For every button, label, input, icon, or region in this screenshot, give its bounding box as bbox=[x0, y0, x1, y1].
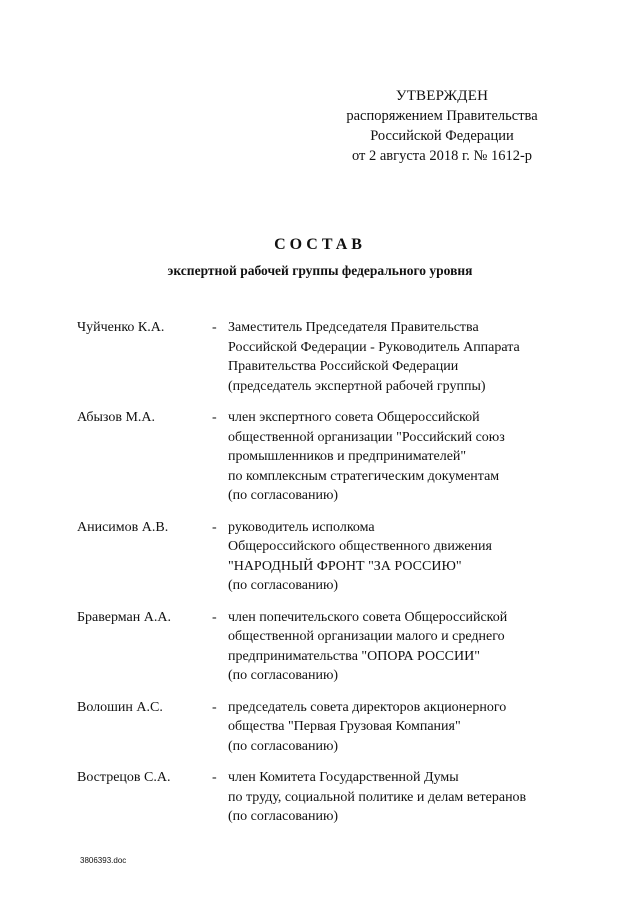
member-position-line: "НАРОДНЫЙ ФРОНТ "ЗА РОССИЮ" bbox=[228, 558, 462, 574]
approval-line: распоряжением Правительства bbox=[346, 108, 538, 124]
member-position bbox=[228, 408, 577, 506]
member-position-line: (по согласованию) bbox=[228, 809, 339, 824]
member-position-line: промышленников и предпринимателей" bbox=[228, 449, 467, 464]
member-position-line: Правительства Российской Федерации bbox=[228, 359, 459, 374]
member-row bbox=[77, 608, 577, 686]
member-name: Браверман А.А. bbox=[77, 609, 171, 625]
member-position bbox=[228, 608, 577, 686]
member-position-line: (по согласованию) bbox=[228, 668, 339, 683]
member-position bbox=[228, 698, 577, 757]
member-name: Абызов М.А. bbox=[77, 410, 156, 425]
members-list bbox=[77, 318, 577, 839]
member-name: Вострецов С.А. bbox=[77, 770, 171, 785]
member-position-line: общества "Первая Грузовая Компания" bbox=[228, 719, 461, 734]
member-row bbox=[77, 318, 577, 396]
member-name: Анисимов А.В. bbox=[77, 519, 169, 535]
document-id: 3806393.doc bbox=[80, 856, 127, 865]
member-dash: - bbox=[212, 519, 217, 535]
member-position-line: член попечительского совета Общероссийской bbox=[228, 609, 508, 625]
member-name: Волошин А.С. bbox=[77, 699, 163, 715]
document-subtitle: экспертной рабочей группы федерального уровня bbox=[167, 263, 473, 278]
member-row bbox=[77, 408, 577, 506]
member-position-line: Общероссийского общественного движения bbox=[228, 539, 492, 554]
document-title: СОСТАВ bbox=[274, 236, 366, 253]
approval-heading: УТВЕРЖДЕН bbox=[395, 88, 489, 104]
approval-block bbox=[332, 86, 552, 166]
member-position-line: член экспертного совета Общероссийской bbox=[228, 410, 480, 425]
member-position-line: (по согласованию) bbox=[228, 738, 339, 754]
member-dash: - bbox=[212, 410, 217, 425]
member-row bbox=[77, 698, 577, 757]
member-position-line: Российской Федерации - Руководитель Аппарата bbox=[228, 339, 520, 355]
member-row bbox=[77, 518, 577, 596]
member-position-line: по труду, социальной политике и делам ветеранов bbox=[228, 789, 527, 805]
member-position-line: по комплексным стратегическим документам bbox=[228, 468, 500, 484]
member-position bbox=[228, 768, 577, 827]
approval-line: Российской Федерации bbox=[370, 128, 514, 144]
member-position-line: предпринимательства "ОПОРА РОССИИ" bbox=[228, 648, 480, 664]
member-position-line: общественной организации "Российский союз bbox=[228, 429, 505, 445]
member-position-line: председатель совета директоров акционерного bbox=[228, 699, 507, 715]
member-position-line: Заместитель Председателя Правительства bbox=[228, 320, 479, 335]
member-position-line: член Комитета Государственной Думы bbox=[228, 770, 459, 785]
member-dash: - bbox=[212, 699, 217, 715]
member-position bbox=[228, 518, 577, 596]
member-position-line: (по согласованию) bbox=[228, 488, 339, 503]
approval-date-number: от 2 августа 2018 г. № 1612-р bbox=[351, 148, 533, 164]
member-dash: - bbox=[212, 770, 217, 785]
member-position-line: общественной организации малого и среднего bbox=[228, 629, 505, 644]
member-name: Чуйченко К.А. bbox=[77, 320, 165, 335]
member-row bbox=[77, 768, 577, 827]
member-dash: - bbox=[212, 609, 217, 625]
member-dash: - bbox=[212, 320, 217, 335]
member-position-line: руководитель исполкома bbox=[228, 519, 375, 535]
member-position-line: (по согласованию) bbox=[228, 578, 339, 593]
member-position bbox=[228, 318, 577, 396]
member-position-line: (председатель экспертной рабочей группы) bbox=[228, 378, 486, 394]
